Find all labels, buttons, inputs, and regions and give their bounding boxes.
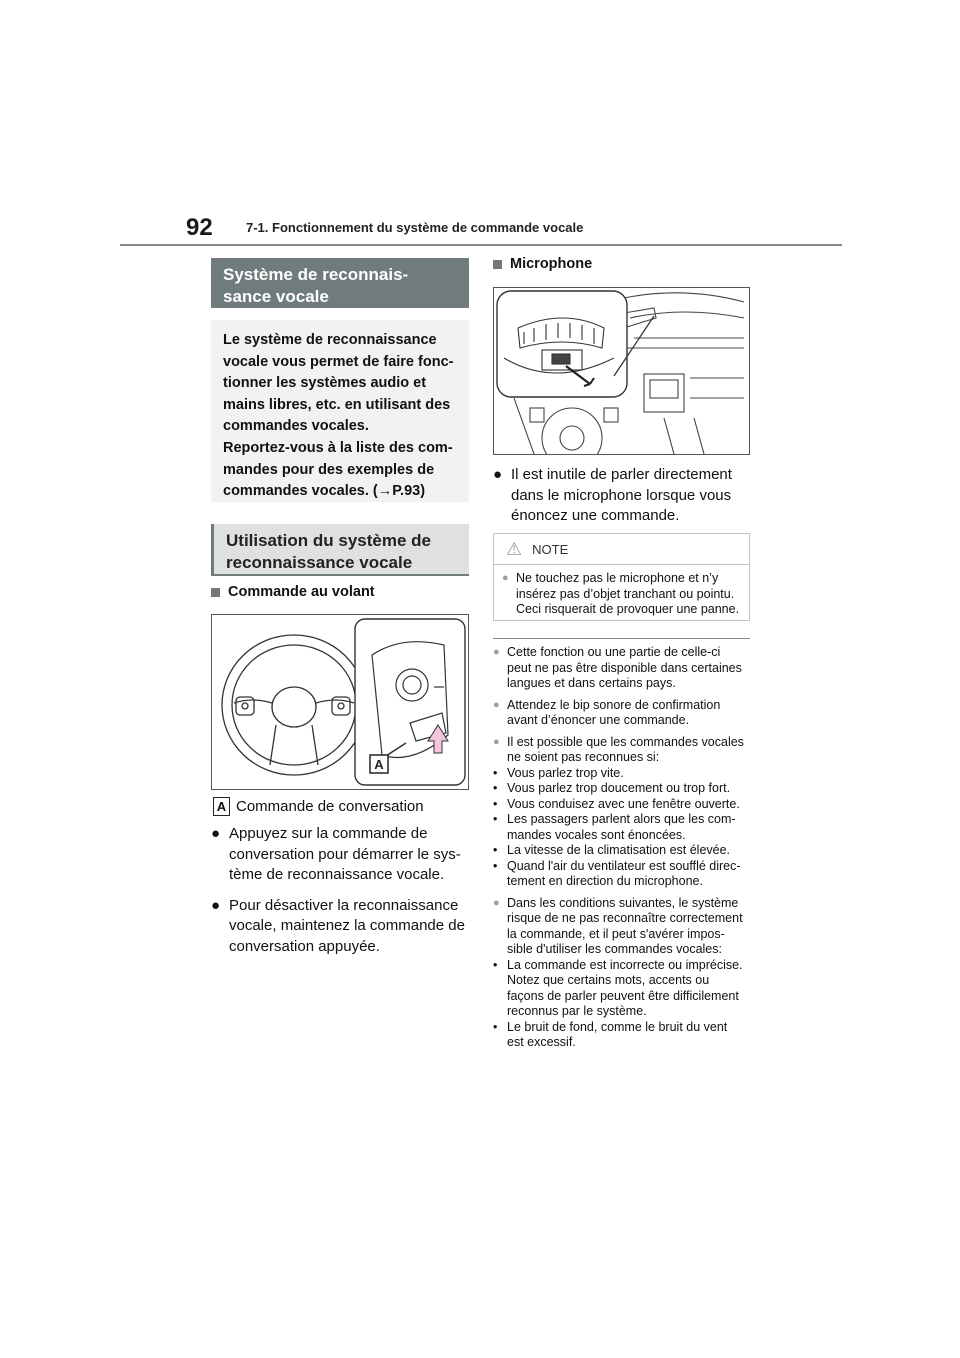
sub-line: Vous parlez trop vite. (507, 765, 624, 780)
note-line: Ceci risquerait de provoquer une panne. (516, 602, 740, 616)
bullet-line: conversation pour démarrer le sys- (229, 845, 461, 863)
bullet-dot-icon: ● (211, 825, 221, 842)
sub-line: La vitesse de la climatisation est élevée. (507, 843, 731, 857)
info-line: avant d’énoncer une commande. (507, 713, 690, 727)
bullet-line: Pour désactiver la reconnaissance (229, 896, 459, 914)
intro-line: mandes pour des exemples de (223, 461, 435, 478)
info-line: Cette fonction ou une partie de celle-ci (507, 645, 721, 659)
bullet-line: dans le microphone lorsque vous (511, 486, 732, 504)
note-body (494, 564, 749, 626)
bullet-line: conversation appuyée. (229, 937, 380, 955)
info-notes (493, 645, 755, 1057)
sub-item: • Vous conduisez avec une fenêtre ouverte. (493, 796, 740, 811)
info-line: risque de ne pas reconnaître correctement (507, 911, 743, 925)
sub-line: Notez que certains mots, accents ou (507, 973, 710, 987)
dashboard-illustration (494, 288, 749, 454)
legend-text: Commande de conversation (236, 798, 424, 815)
bullet-line: Appuyez sur la commande de (229, 825, 428, 842)
legend-label-box: A (213, 797, 230, 816)
info-line: sible d'utiliser les commandes vocales: (507, 942, 722, 956)
info-item (493, 698, 755, 729)
subheading-steering-switch (211, 584, 375, 600)
note-header (494, 534, 749, 564)
steering-wheel-figure (211, 614, 469, 790)
info-line: langues et dans certains pays. (507, 676, 676, 690)
sub-line: Vous parlez trop doucement ou trop fort. (507, 781, 731, 795)
note-box (493, 533, 750, 621)
subheading-microphone (493, 256, 592, 272)
info-line: Dans les conditions suivantes, le système (507, 895, 739, 910)
bullet-dot-icon: ● (493, 466, 503, 483)
bullet-line: énoncez une commande. (511, 507, 680, 524)
info-line: Il est possible que les commandes vocales (507, 734, 744, 749)
subheading-text: Commande au volant (228, 584, 375, 600)
chapter-title: 7-1. Fonctionnement du système de commande vocale (246, 220, 584, 235)
sub-item: • La commande est incorrecte ou imprécise. Notez que certains mots, accents ou façons de parler peuvent être difficilement reconnus par le système. (493, 957, 743, 1018)
sub-line: tement en direction du microphone. (507, 874, 703, 888)
info-divider (493, 638, 750, 639)
bullet-dot-icon: ● (493, 698, 500, 711)
intro-line: commandes vocales. (→P.93) (223, 483, 426, 500)
bullet-dot-icon: ● (493, 735, 500, 748)
intro-line: mains libres, etc. en utilisant des (223, 396, 451, 413)
bullet-dot-icon: ● (502, 572, 509, 584)
sub-line: Vous conduisez avec une fenêtre ouverte. (507, 796, 740, 811)
intro-text-box (211, 320, 469, 502)
info-line: ne soient pas reconnues si: (507, 750, 660, 764)
bullet-line: Il est inutile de parler directement (511, 466, 732, 483)
note-title: NOTE (532, 541, 569, 557)
sub-item: • Le bruit de fond, comme le bruit du vent est excessif. (493, 1019, 728, 1049)
callout-label: A (374, 757, 384, 772)
sub-line: Quand l'air du ventilateur est soufflé direc- (507, 858, 741, 873)
square-bullet-icon (211, 588, 220, 597)
section-title-using-voice-recognition (211, 524, 469, 576)
steering-wheel-illustration (212, 615, 468, 789)
section-title-line: reconnaissance vocale (226, 553, 413, 572)
info-line: Attendez le bip sonore de confirmation (507, 697, 721, 712)
intro-line: tionner les systèmes audio et (223, 375, 427, 392)
sub-line: La commande est incorrecte ou imprécise. (507, 957, 743, 972)
section-title-line: sance vocale (223, 287, 329, 306)
bullet-dot-icon: ● (493, 896, 500, 909)
sub-item: • Vous parlez trop doucement ou trop fort. (493, 781, 731, 795)
sub-line: Les passagers parlent alors que les com- (507, 812, 736, 826)
sub-item: • La vitesse de la climatisation est élevée. (493, 843, 731, 857)
header-divider (120, 244, 842, 246)
steering-bullets (211, 824, 471, 957)
intro-line: Reportez-vous à la liste des com- (223, 439, 453, 456)
subheading-text: Microphone (510, 256, 593, 272)
sub-line: reconnus par le système. (507, 1004, 647, 1018)
sub-line: Le bruit de fond, comme le bruit du vent (507, 1019, 728, 1034)
microphone-figure (493, 287, 750, 455)
list-item (211, 824, 471, 886)
bullet-dot-icon: ● (211, 896, 221, 914)
sub-line: façons de parler peuvent être difficilement (507, 988, 739, 1003)
figure-legend (213, 797, 424, 816)
note-line: Ne touchez pas le microphone et n’y (516, 571, 719, 585)
bullet-dot-icon: ● (493, 646, 500, 658)
sub-item: • Les passagers parlent alors que les com- mandes vocales sont énoncées. (493, 812, 736, 842)
sub-item: • Vous parlez trop vite. (493, 765, 624, 780)
info-item (493, 735, 755, 890)
square-bullet-icon (493, 260, 502, 269)
info-line: la commande, et il peut s'avérer impos- (507, 926, 725, 941)
info-item (493, 645, 755, 692)
intro-line: vocale vous permet de faire fonc- (223, 353, 454, 370)
info-item (493, 896, 755, 1051)
sub-item: • Quand l'air du ventilateur est soufflé direc- tement en direction du microphone. (493, 858, 741, 888)
sub-line: mandes vocales sont énoncées. (507, 827, 686, 842)
page-number: 92 (186, 214, 213, 241)
list-item (211, 896, 471, 958)
list-item (493, 465, 753, 527)
info-line: peut ne pas être disponible dans certaines (507, 660, 742, 675)
section-title-line: Utilisation du système de (226, 531, 431, 550)
section-title-line: Système de reconnais- (223, 265, 409, 284)
intro-line: Le système de reconnaissance (223, 332, 437, 348)
note-line: insérez pas d’objet tranchant ou pointu. (516, 586, 735, 601)
sub-line: est excessif. (507, 1035, 576, 1049)
section-title-voice-recognition (211, 258, 469, 308)
warning-triangle-icon: ⚠ (506, 538, 523, 559)
bullet-line: tème de reconnaissance vocale. (229, 866, 445, 883)
bullet-line: vocale, maintenez la commande de (229, 917, 465, 934)
intro-line: commandes vocales. (223, 418, 369, 435)
